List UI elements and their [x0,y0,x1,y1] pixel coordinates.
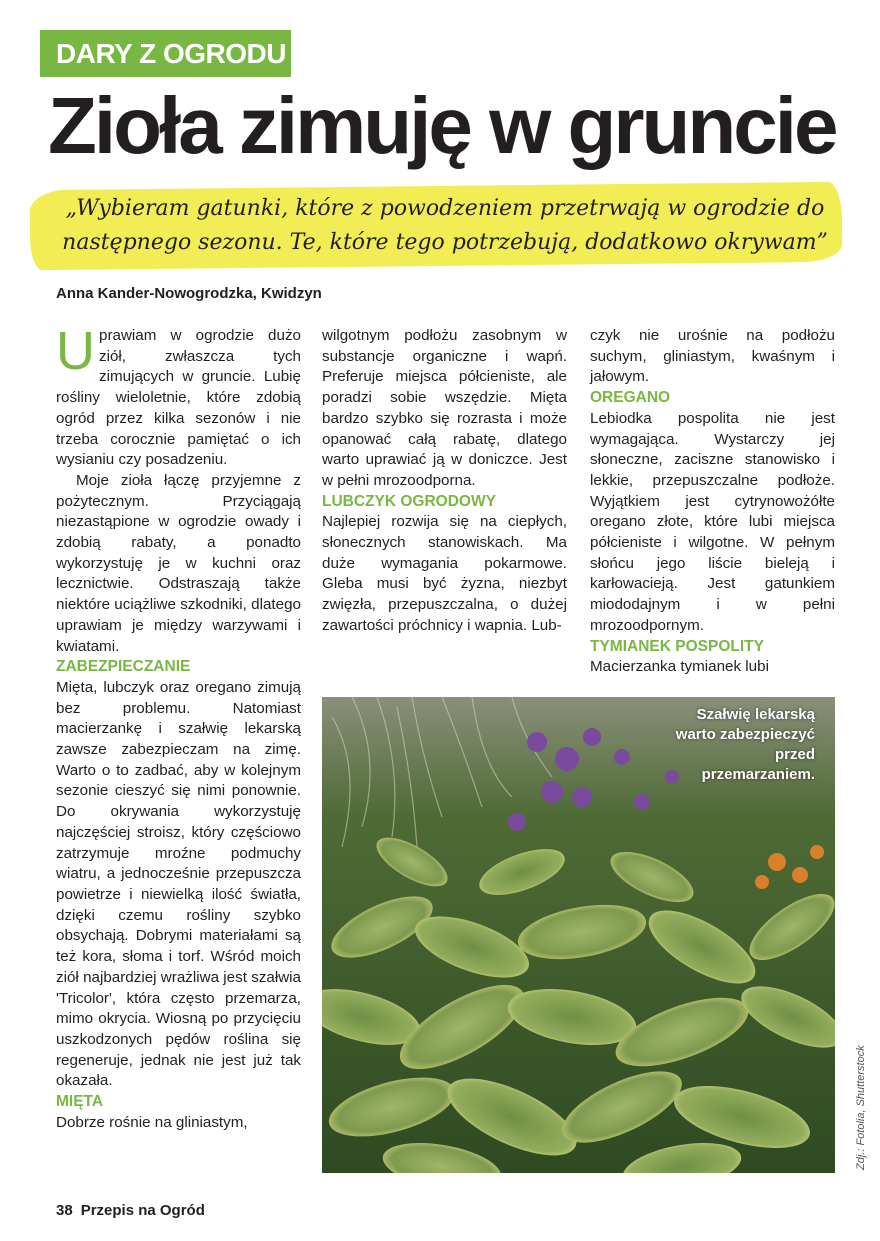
page-footer [56,1202,205,1219]
article-column-1 [56,321,301,1133]
sage-photo [322,697,835,1173]
paragraph-6: Lebiodka pospolita nie jest wymagająca. Wystarczy jej słoneczne, zaciszne stanowisko i lekkie, przepuszczalne podłoże. Wyjątkiem jest cytrynowożółte oregano złote, które lubi miejsca półcieniste i wilgotne. W pełnym słońcu jego liście bieleją i karłowacieją. Jest gatunkiem miododajnym i w pełni mrozoodpornym. [590,409,835,634]
article-headline: Zioła zimuję w gruncie [48,81,836,170]
subhead-tymianek: TYMIANEK POSPOLITY [590,637,764,655]
author-byline: Anna Kander-Nowogrodzka, Kwidzyn [56,285,322,302]
paragraph-7: Macierzanka tymianek lubi [590,658,769,676]
subhead-lubczyk: LUBCZYK OGRODOWY [322,492,496,510]
paragraph-intro-text: prawiam w ogrodzie dużo ziół, zwłaszcza tych zimujących w gruncie. Lubię rośliny wieloletnie, które zdobią ogród przez kilka sezonów i nie trzeba corocznie pamiętać o ich wysianiu czy posadzeniu. [56,327,301,469]
paragraph-5-cont: czyk nie urośnie na podłożu suchym, gliniastym, kwaśnym i jałowym. [590,327,835,386]
paragraph-2: Moje zioła łączę przyjemne z pożytecznym. Przyciągają niezastąpione w ogrodzie owady i zdobią rabaty, a ponadto wykorzystuję je w kuchni oraz lecznictwie. Odstraszają także niektóre uciążliwe szkodniki, dlatego uprawiam je między warzywami i kwiatami. [56,471,301,655]
drop-cap: U [56,321,95,381]
subhead-mieta: MIĘTA [56,1093,104,1111]
subhead-zabezpieczanie: ZABEZPIECZANIE [56,658,191,676]
photo-caption: Szałwię lekarską warto zabezpieczyć przed przemarzaniem. [675,706,815,783]
page-number: 38 [56,1202,73,1219]
subhead-oregano: OREGANO [590,389,671,407]
article-column-2 [322,326,567,637]
paragraph-intro [56,321,301,471]
section-tag: DARY Z OGRODU [40,30,291,77]
magazine-name: Przepis na Ogród [80,1202,205,1219]
paragraph-4-start: Dobrze rośnie na gliniastym, [56,1113,248,1131]
pull-quote: „Wybieram gatunki, które z powodzeniem przetrwają w ogrodzie do następnego sezonu. Te, które tego potrzebują, dodatkowo okrywam” [62,196,828,255]
photo-credit: Zdj.: Fotolia, Shutterstock [855,1045,867,1170]
paragraph-4-cont: wilgotnym podłożu zasobnym w substancje organiczne i wapń. Preferuje miejsca półcieniste, ale poradzi sobie wszędzie. Mięta bardzo szybko się rozrasta i może opanować całą rabatę, dlatego warto uprawiać ją w doniczce. Jest w pełni mrozoodporna. [322,327,567,489]
article-column-3 [590,326,835,678]
paragraph-5-start: Najlepiej rozwija się na ciepłych, słonecznych stanowiskach. Ma duże wymagania pokarmowe. Gleba musi być żyzna, niezbyt zwięzła, przepuszczalna, o dużej zawartości próchnicy i wapnia. Lub- [322,513,567,634]
paragraph-3: Mięta, lubczyk oraz oregano zimują bez problemu. Natomiast macierzankę i szałwię lekarską zawsze zabezpieczam na zimę. Warto o to zadbać, aby w kolejnym sezonie cieszyć się nimi ponownie. Do okrywania wykorzystuję najczęściej stroisz, który częściowo zatrzymuje mroźne podmuchy wiatru, a jednocześnie przepuszcza powietrze i niewielką ilość światła, dzięki czemu rośliny szybko obsychają. Dobrymi materiałami są też kora, słoma i torf. Wśród moich ziół najbardziej wrażliwa jest szałwia 'Tricolor', która często przemarza, mimo okrycia. Wiosną po przycięciu uszkodzonych pędów roślina się regeneruje, jednak nie jest już tak okazała. [56,678,301,1090]
